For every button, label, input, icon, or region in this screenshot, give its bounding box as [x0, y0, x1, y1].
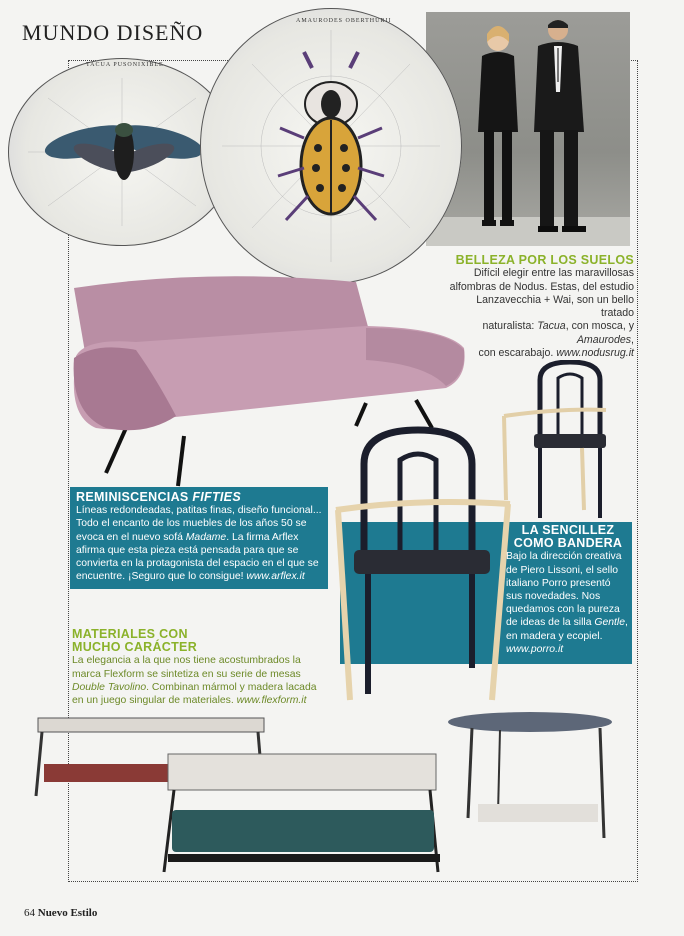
- materiales-line-1: La elegancia a la que nos tiene acostumbrados la: [72, 655, 301, 667]
- reminiscencias-line-2: Todo el encanto de los muebles de los años 50 se: [76, 518, 307, 530]
- nodus-link[interactable]: www.nodusrug.it: [556, 347, 634, 360]
- materiales-heading-1: MATERIALES CON: [72, 627, 188, 641]
- reminiscencias-line-4: afirma que esta pieza está pensada para que se: [76, 544, 299, 556]
- section-title: MUNDO DISEÑO: [22, 20, 204, 45]
- belleza-line-4a: naturalista:: [482, 320, 538, 333]
- sencillez-line-4: sus novedades. Nos: [506, 591, 601, 603]
- sencillez-heading-1: LA SENCILLEZ: [521, 523, 615, 537]
- reminiscencias-heading-a: REMINISCENCIAS: [76, 490, 193, 504]
- reminiscencias-heading: [76, 491, 322, 504]
- double-tavolino-name: Double Tavolino: [72, 681, 147, 693]
- belleza-heading: BELLEZA POR LOS SUELOS: [455, 253, 634, 267]
- belleza-line-1: Difícil elegir entre las maravillosas: [473, 267, 634, 280]
- sencillez-line-1: Bajo la dirección creativa: [506, 551, 622, 563]
- belleza-line-5a: con escarabajo.: [478, 347, 557, 360]
- amaurodes-rug-label: AMAURODES OBERTHURII: [296, 18, 392, 24]
- materiales-line-3b: . Combinan mármol y madera lacada: [146, 681, 317, 693]
- belleza-article: [448, 254, 634, 360]
- reminiscencias-line-3a: evoca en el nuevo sofá: [76, 531, 186, 543]
- beetle-icon: [200, 8, 462, 284]
- amaurodes-name: Amaurodes: [576, 333, 632, 346]
- page-footer: [24, 907, 97, 919]
- flexform-link[interactable]: www.flexform.it: [236, 695, 307, 707]
- reminiscencias-line-3c: . La firma Arflex: [226, 531, 299, 543]
- page-number: 64: [24, 907, 35, 919]
- sencillez-line-6a: de ideas de la silla: [506, 617, 595, 629]
- amaurodes-rug: [200, 8, 462, 284]
- sencillez-line-7: en madera y ecopiel.: [506, 630, 603, 642]
- porro-link[interactable]: www.porro.it: [506, 643, 564, 655]
- materiales-heading-2: MUCHO CARÁCTER: [72, 640, 198, 655]
- sencillez-line-6: [506, 616, 630, 629]
- sencillez-heading-2: COMO BANDERA: [513, 536, 623, 551]
- belleza-line-4e: ,: [631, 333, 634, 346]
- gentle-chair-large-image: [332, 424, 522, 704]
- belleza-line-3: Lanzavecchia + Wai, son un bello tratado: [476, 293, 634, 320]
- sencillez-line-2: de Piero Lissoni, el sello: [506, 564, 619, 576]
- belleza-line-2: alfombras de Nodus. Estas, del estudio: [449, 280, 634, 293]
- belleza-line-4c: , con mosca, y: [565, 320, 634, 333]
- magazine-name: Nuevo Estilo: [37, 907, 98, 919]
- materiales-line-4a: en un juego singular de materiales.: [72, 695, 237, 707]
- materiales-article: [72, 628, 352, 707]
- materiales-line-4: [72, 694, 352, 707]
- tacua-rug-label: TACUA PUSONIXIBLE: [86, 62, 164, 68]
- sencillez-line-3: italiano Porro presentó: [506, 577, 611, 589]
- reminiscencias-line-6: [76, 570, 322, 583]
- belleza-line-4: [448, 320, 634, 347]
- tacua-name: Tacua: [537, 320, 566, 333]
- reminiscencias-line-1: Líneas redondeadas, patitas finas, diseño funcional...: [76, 505, 322, 517]
- reminiscencias-line-5: convierta en la protagonista del espacio en el que se: [76, 558, 319, 570]
- reminiscencias-line-6a: encuentre. ¡Seguro que lo consigue!: [76, 571, 247, 583]
- sencillez-line-6c: ,: [625, 617, 628, 629]
- materiales-line-2: marca Flexform se sintetiza en su serie de mesas: [72, 668, 301, 680]
- reminiscencias-article: [70, 487, 328, 589]
- double-tavolino-tables-image: [30, 708, 620, 880]
- reminiscencias-line-3: [76, 531, 322, 544]
- reminiscencias-heading-b: FIFTIES: [192, 490, 241, 504]
- sencillez-line-5: quedamos con la pureza: [506, 604, 620, 616]
- belleza-line-5: [448, 347, 634, 360]
- sencillez-article: [506, 524, 630, 656]
- arflex-link[interactable]: www.arflex.it: [246, 571, 305, 583]
- gentle-name: Gentle: [594, 617, 626, 629]
- materiales-line-3: [72, 681, 352, 694]
- madame-name: Madame: [185, 531, 227, 543]
